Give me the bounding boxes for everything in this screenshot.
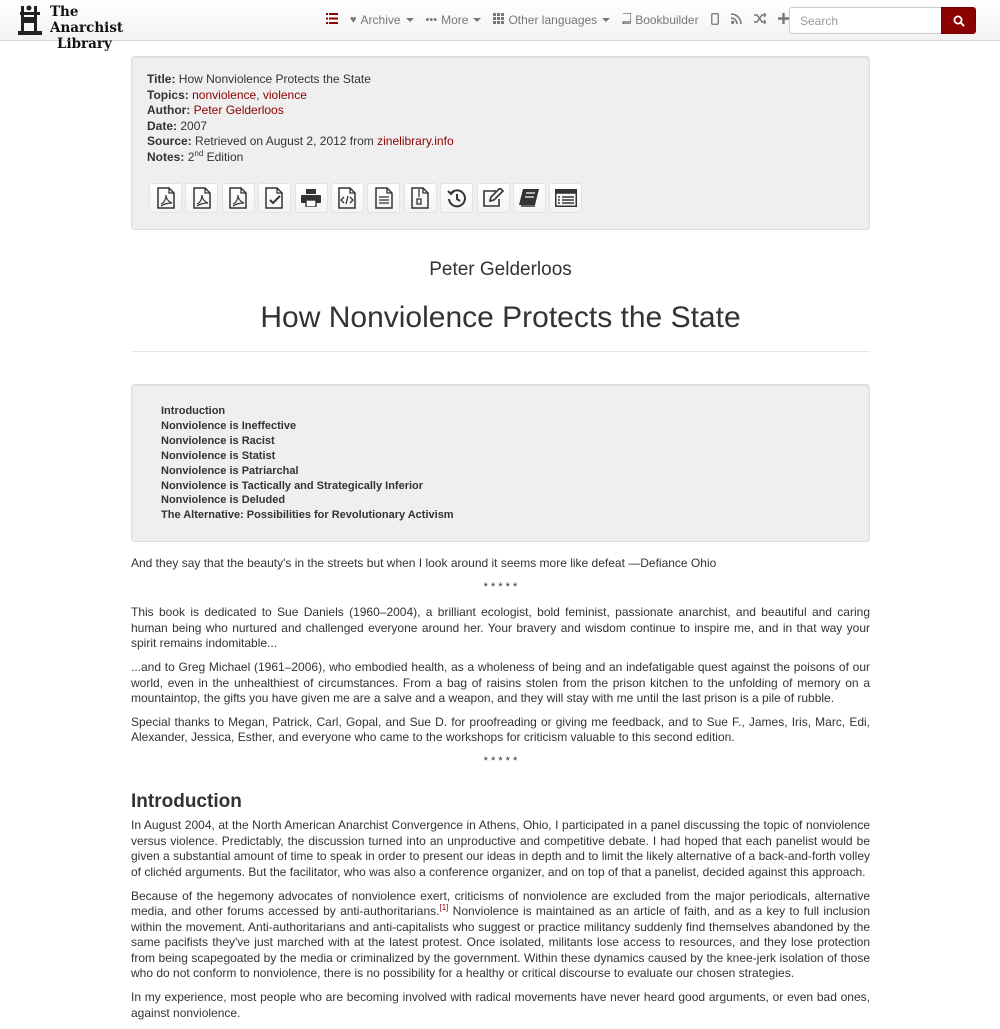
meta-source	[147, 134, 854, 150]
heart-icon: ♥	[350, 14, 357, 26]
other-languages-label: Other languages	[508, 13, 598, 27]
epigraph: And they say that the beauty's in the streets but when I look around it seems more like defeat —Defiance Ohio	[131, 556, 717, 570]
text-info-box	[131, 56, 870, 230]
logo-line-1: The Anarchist	[50, 4, 124, 36]
print-icon	[301, 189, 321, 207]
toc-item-alternative[interactable]: The Alternative: Possibilities for Revolutionary Activism	[161, 509, 454, 522]
bookbuilder-icon	[519, 189, 539, 207]
rss-icon[interactable]	[731, 13, 742, 27]
dedication-paragraph: ...and to Greg Michael (1961–2006), who embodied health, as a wholeness of being and an indefatigable quest against the poisons of our world, even in the unhealthiest of circumstances. From a bag of raisins stolen from the prison kitchen to the unfolding of memory on a mountaintop, the gifts you have given me are a salve and a weapon, and they will stay with me until the last prison is a pile of rubble.	[131, 659, 870, 706]
meta-author	[147, 103, 854, 119]
dedication-paragraph: This book is dedicated to Sue Daniels (1960–2004), a brilliant ecologist, bold feminist, passionate anarchist, and beautiful and caring human being who nurtured and challenged everyone around her. Your bravery and wisdom continue to inspire me, and in that way your spirit remains indomitable...	[131, 605, 870, 651]
notes-label: Notes:	[147, 149, 185, 164]
date-value: 2007	[180, 118, 208, 133]
html-icon	[338, 187, 356, 209]
view-list-button[interactable]	[549, 183, 582, 213]
section-break: * * * * *	[483, 580, 518, 593]
top-navbar	[0, 0, 1000, 52]
logo-line-2: Library	[57, 36, 112, 52]
source-text: Retrieved on August 2, 2012 from	[195, 134, 378, 148]
site-logo[interactable]	[18, 3, 136, 52]
notes-number: 2	[187, 149, 195, 164]
download-pdf-imposed-button[interactable]	[222, 183, 255, 213]
table-of-contents	[131, 384, 870, 542]
text-title-heading: How Nonviolence Protects the State	[260, 301, 741, 334]
edit-icon	[482, 188, 504, 208]
topic-separator: ,	[256, 87, 263, 102]
random-icon[interactable]	[754, 13, 766, 27]
source-label: Source:	[147, 134, 192, 148]
book-icon	[622, 13, 631, 27]
search-input[interactable]	[789, 7, 942, 34]
search-icon	[953, 15, 965, 27]
logo-text	[50, 4, 136, 52]
paragraph-text: Because of the hegemony advocates of nonviolence exert, criticisms of nonviolence are excluded from the major periodicals, alternative media, and other forums accessed by anti-authoritarians.	[131, 888, 870, 919]
title-label: Title:	[147, 72, 176, 86]
edit-button[interactable]	[477, 183, 510, 213]
title-value: How Nonviolence Protects the State	[178, 72, 371, 86]
body-paragraph: In my experience, most people who are becoming involved with radical movements have never heard good arguments, or even bad ones, against nonviolence.	[131, 990, 870, 1020]
ellipsis-icon: •••	[425, 14, 438, 26]
topic-link-nonviolence[interactable]: nonviolence	[192, 87, 257, 102]
topic-link-violence[interactable]: violence	[262, 87, 307, 102]
section-heading-introduction: Introduction	[131, 790, 242, 812]
nav-menu	[326, 0, 801, 40]
download-pdf-imposed-letter-button[interactable]	[258, 183, 291, 213]
history-icon	[447, 188, 467, 208]
toc-item-racist[interactable]: Nonviolence is Racist	[161, 434, 275, 447]
notes-superscript: nd	[194, 148, 204, 158]
download-pdf-letter-button[interactable]	[185, 183, 218, 213]
meta-date	[147, 119, 854, 135]
more-label: More	[441, 13, 469, 27]
search-button[interactable]	[941, 7, 976, 34]
toc-item-statist[interactable]: Nonviolence is Statist	[161, 449, 276, 462]
body-paragraph: In August 2004, at the North American Anarchist Convergence in Athens, Ohio, I participated in a panel discussing the topic of nonviolence versus violence. Predictably, the discussion turned into an unproductive and competitive debate. I had hoped that each panelist would be given a substantial amount of time to speak in order to present our ideas in depth and to limit the likely alternative of a back-and-forth volley of clichéd arguments. But the facilitator, who was also a conference organizer, and on top of that a panelist, decided against this approach.	[131, 818, 870, 879]
pdf-icon	[229, 187, 247, 209]
more-menu[interactable]	[426, 13, 482, 27]
history-button[interactable]	[440, 183, 473, 213]
caret-down-icon	[602, 18, 610, 22]
toc-item-introduction[interactable]: Introduction	[161, 405, 226, 417]
date-label: Date:	[147, 118, 178, 133]
pdf-icon	[157, 187, 175, 209]
source-link[interactable]: zinelibrary.info	[377, 134, 454, 148]
topics-label: Topics:	[147, 87, 189, 102]
list-icon	[555, 189, 577, 207]
other-languages-menu[interactable]	[493, 13, 610, 27]
printing-press-icon	[18, 3, 46, 37]
thanks-paragraph: Special thanks to Megan, Patrick, Carl, Gopal, and Sue D. for proofreading or giving me feedback, and to Sue F., James, Iris, Marc, Edi, Alexander, Jessica, Esther, and everyone who came to the workshops for criticism valuable to this second edition.	[131, 714, 870, 745]
meta-title	[147, 72, 854, 88]
body-paragraph	[131, 889, 870, 983]
footnote-link[interactable]: [1]	[439, 903, 449, 913]
author-label: Author:	[147, 103, 191, 117]
caret-down-icon	[473, 18, 481, 22]
divider	[131, 351, 870, 352]
mobile-icon[interactable]	[711, 13, 719, 28]
bookbuilder-label: Bookbuilder	[635, 13, 699, 27]
author-link[interactable]: Peter Gelderloos	[193, 103, 284, 117]
download-epub-button[interactable]	[331, 183, 364, 213]
pdf-imposed-icon	[265, 187, 285, 209]
download-zip-button[interactable]	[404, 183, 437, 213]
toc-item-deluded[interactable]: Nonviolence is Deluded	[161, 494, 286, 507]
download-pdf-a4-button[interactable]	[149, 183, 182, 213]
meta-notes	[147, 150, 854, 166]
add-to-bookbuilder-button[interactable]	[513, 183, 546, 213]
download-toolbar	[149, 183, 586, 213]
archive-label: Archive	[360, 13, 401, 27]
toc-item-tactically-inferior[interactable]: Nonviolence is Tactically and Strategically Inferior	[161, 479, 424, 492]
grid-icon	[493, 13, 504, 27]
section-break: * * * * *	[483, 754, 518, 767]
plus-icon[interactable]	[778, 13, 789, 27]
bookbuilder-link[interactable]	[622, 13, 698, 27]
notes-rest: Edition	[203, 149, 244, 164]
zip-icon	[411, 187, 429, 209]
pdf-icon	[193, 187, 211, 209]
toc-item-ineffective[interactable]: Nonviolence is Ineffective	[161, 419, 297, 432]
print-button[interactable]	[295, 183, 328, 213]
meta-topics	[147, 88, 854, 104]
text-author-heading: Peter Gelderloos	[429, 259, 572, 280]
download-text-button[interactable]	[367, 183, 400, 213]
caret-down-icon	[406, 18, 414, 22]
text-body	[131, 556, 870, 1029]
paragraph-text: Nonviolence is maintained as an article of faith, and as a key to full inclusion within the movement. Anti-authoritarians and anti-capitalists who suggest or practice militancy suddenly find themselves abandoned by the same pacifists they've just marched with at the latest protest. Once isolated, militants lose access to resources, and they lose protection from being scapegoated by the media or criminalized by the government. Within these dynamics caused by the knee-jerk isolation of those who do not conform to nonviolence, there is no possibility for a healthy or critical discourse to evaluate our chosen strategies.	[131, 904, 871, 981]
toc-item-patriarchal[interactable]: Nonviolence is Patriarchal	[161, 464, 299, 477]
archive-menu[interactable]	[350, 13, 414, 27]
list-icon[interactable]	[326, 13, 338, 27]
text-icon	[375, 187, 393, 209]
